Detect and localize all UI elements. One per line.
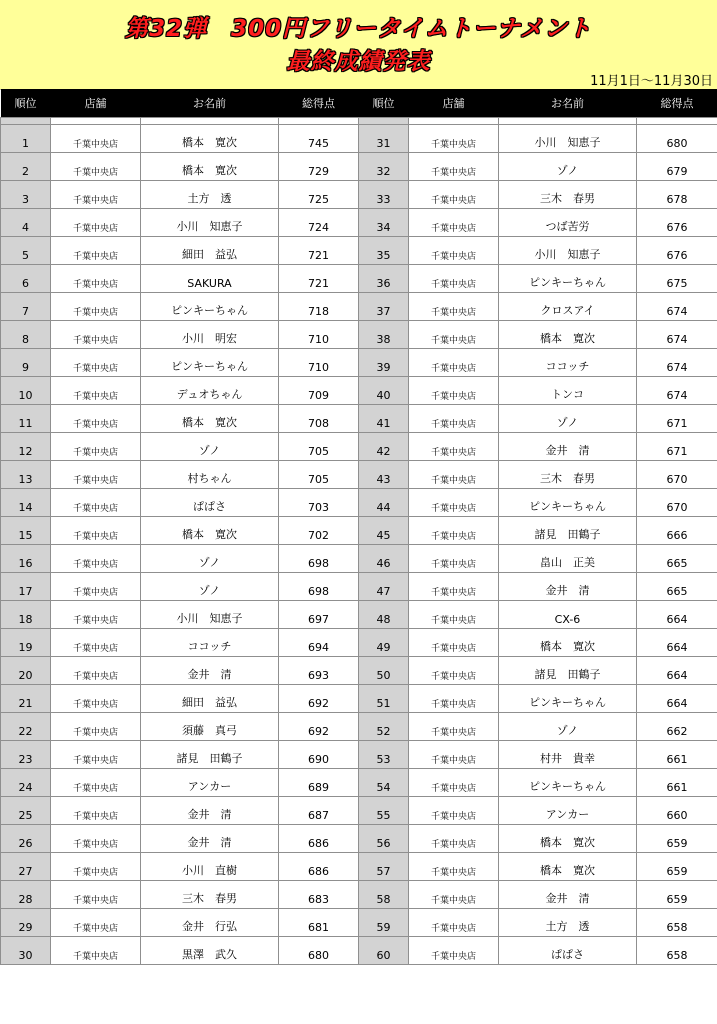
score-cell: 678 xyxy=(637,181,717,209)
store-cell: 千葉中央店 xyxy=(409,601,499,629)
store-cell: 千葉中央店 xyxy=(409,741,499,769)
store-cell: 千葉中央店 xyxy=(51,881,141,909)
rank-cell: 32 xyxy=(359,153,409,181)
player-name-cell: 金井 清 xyxy=(499,573,637,601)
player-name-cell: ピンキーちゃん xyxy=(499,489,637,517)
table-row xyxy=(1,349,717,377)
rank-cell: 34 xyxy=(359,209,409,237)
score-cell: 690 xyxy=(279,741,359,769)
rank-cell: 49 xyxy=(359,629,409,657)
spacer-cell xyxy=(141,118,279,125)
player-name-cell: 細田 益弘 xyxy=(141,237,279,265)
rank-cell: 28 xyxy=(1,881,51,909)
score-cell: 664 xyxy=(637,685,717,713)
table-row xyxy=(1,685,717,713)
score-cell: 725 xyxy=(279,181,359,209)
table-row xyxy=(1,321,717,349)
table-row xyxy=(1,237,717,265)
score-cell: 705 xyxy=(279,461,359,489)
store-cell: 千葉中央店 xyxy=(51,713,141,741)
store-cell: 千葉中央店 xyxy=(409,769,499,797)
store-cell: 千葉中央店 xyxy=(51,797,141,825)
store-cell: 千葉中央店 xyxy=(51,937,141,965)
rank-cell: 24 xyxy=(1,769,51,797)
store-cell: 千葉中央店 xyxy=(409,265,499,293)
player-name-cell: ピンキーちゃん xyxy=(499,685,637,713)
score-cell: 692 xyxy=(279,685,359,713)
score-cell: 686 xyxy=(279,825,359,853)
player-name-cell: 黒澤 武久 xyxy=(141,937,279,965)
score-cell: 674 xyxy=(637,349,717,377)
rank-cell: 25 xyxy=(1,797,51,825)
store-cell: 千葉中央店 xyxy=(409,489,499,517)
score-cell: 745 xyxy=(279,125,359,153)
player-name-cell: 金井 清 xyxy=(499,881,637,909)
column-header-name: お名前 xyxy=(141,89,279,118)
store-cell: 千葉中央店 xyxy=(409,713,499,741)
rank-cell: 39 xyxy=(359,349,409,377)
column-header-score: 総得点 xyxy=(279,89,359,118)
score-cell: 662 xyxy=(637,713,717,741)
score-cell: 666 xyxy=(637,517,717,545)
player-name-cell: 三木 春男 xyxy=(499,181,637,209)
player-name-cell: ゾノ xyxy=(141,545,279,573)
score-cell: 680 xyxy=(279,937,359,965)
table-row xyxy=(1,265,717,293)
table-row xyxy=(1,461,717,489)
score-cell: 676 xyxy=(637,209,717,237)
player-name-cell: 金井 清 xyxy=(141,825,279,853)
player-name-cell: 橋本 寛次 xyxy=(499,825,637,853)
player-name-cell: 細田 益弘 xyxy=(141,685,279,713)
page-title: 第32弾 300円フリータイムトーナメント xyxy=(125,16,592,42)
store-cell: 千葉中央店 xyxy=(51,181,141,209)
store-cell: 千葉中央店 xyxy=(51,489,141,517)
spacer-cell xyxy=(499,118,637,125)
player-name-cell: 小川 明宏 xyxy=(141,321,279,349)
page-subtitle: 最終成績発表 xyxy=(286,49,431,75)
score-cell: 665 xyxy=(637,545,717,573)
rank-cell: 16 xyxy=(1,545,51,573)
table-row xyxy=(1,797,717,825)
rank-cell: 8 xyxy=(1,321,51,349)
spacer-cell xyxy=(409,118,499,125)
player-name-cell: アンカー xyxy=(141,769,279,797)
rank-cell: 51 xyxy=(359,685,409,713)
rank-cell: 50 xyxy=(359,657,409,685)
rank-cell: 18 xyxy=(1,601,51,629)
rank-cell: 59 xyxy=(359,909,409,937)
store-cell: 千葉中央店 xyxy=(51,685,141,713)
score-cell: 698 xyxy=(279,545,359,573)
spacer-cell xyxy=(637,118,717,125)
score-cell: 679 xyxy=(637,153,717,181)
player-name-cell: 橋本 寛次 xyxy=(499,629,637,657)
rank-cell: 52 xyxy=(359,713,409,741)
rank-cell: 6 xyxy=(1,265,51,293)
table-row xyxy=(1,853,717,881)
rank-cell: 10 xyxy=(1,377,51,405)
column-header-store: 店舗 xyxy=(51,89,141,118)
player-name-cell: 金井 清 xyxy=(499,433,637,461)
store-cell: 千葉中央店 xyxy=(409,461,499,489)
score-cell: 705 xyxy=(279,433,359,461)
score-cell: 675 xyxy=(637,265,717,293)
store-cell: 千葉中央店 xyxy=(409,209,499,237)
store-cell: 千葉中央店 xyxy=(51,629,141,657)
rank-cell: 37 xyxy=(359,293,409,321)
score-cell: 686 xyxy=(279,853,359,881)
score-cell: 724 xyxy=(279,209,359,237)
store-cell: 千葉中央店 xyxy=(409,321,499,349)
rank-cell: 42 xyxy=(359,433,409,461)
rank-cell: 55 xyxy=(359,797,409,825)
rank-cell: 53 xyxy=(359,741,409,769)
player-name-cell: つば苦労 xyxy=(499,209,637,237)
rank-cell: 3 xyxy=(1,181,51,209)
score-cell: 664 xyxy=(637,657,717,685)
table-body xyxy=(1,125,717,965)
rank-cell: 15 xyxy=(1,517,51,545)
store-cell: 千葉中央店 xyxy=(51,741,141,769)
score-cell: 658 xyxy=(637,909,717,937)
player-name-cell: 小川 知恵子 xyxy=(141,209,279,237)
table-row xyxy=(1,741,717,769)
rank-cell: 43 xyxy=(359,461,409,489)
spacer-cell xyxy=(279,118,359,125)
store-cell: 千葉中央店 xyxy=(409,125,499,153)
player-name-cell: 諸見 田鶴子 xyxy=(499,657,637,685)
player-name-cell: ココッチ xyxy=(499,349,637,377)
score-cell: 698 xyxy=(279,573,359,601)
player-name-cell: 金井 行弘 xyxy=(141,909,279,937)
table-row xyxy=(1,881,717,909)
player-name-cell: ぱぱさ xyxy=(141,489,279,517)
table-row xyxy=(1,517,717,545)
store-cell: 千葉中央店 xyxy=(51,321,141,349)
score-cell: 721 xyxy=(279,265,359,293)
score-cell: 708 xyxy=(279,405,359,433)
rank-cell: 26 xyxy=(1,825,51,853)
column-header-store: 店舗 xyxy=(409,89,499,118)
player-name-cell: 小川 知恵子 xyxy=(141,601,279,629)
rank-cell: 30 xyxy=(1,937,51,965)
store-cell: 千葉中央店 xyxy=(409,349,499,377)
score-cell: 689 xyxy=(279,769,359,797)
player-name-cell: トンコ xyxy=(499,377,637,405)
player-name-cell: ゾノ xyxy=(499,153,637,181)
page-header xyxy=(0,0,717,90)
store-cell: 千葉中央店 xyxy=(409,797,499,825)
spacer-row xyxy=(1,118,717,125)
score-cell: 687 xyxy=(279,797,359,825)
store-cell: 千葉中央店 xyxy=(51,573,141,601)
rank-cell: 40 xyxy=(359,377,409,405)
rank-cell: 35 xyxy=(359,237,409,265)
table-header-row xyxy=(1,89,717,118)
player-name-cell: ゾノ xyxy=(499,713,637,741)
player-name-cell: ゾノ xyxy=(141,573,279,601)
store-cell: 千葉中央店 xyxy=(51,601,141,629)
store-cell: 千葉中央店 xyxy=(409,293,499,321)
rank-cell: 11 xyxy=(1,405,51,433)
score-cell: 721 xyxy=(279,237,359,265)
player-name-cell: 村井 貴幸 xyxy=(499,741,637,769)
store-cell: 千葉中央店 xyxy=(51,433,141,461)
score-cell: 661 xyxy=(637,741,717,769)
score-cell: 665 xyxy=(637,573,717,601)
player-name-cell: 橋本 寛次 xyxy=(141,405,279,433)
player-name-cell: ゾノ xyxy=(141,433,279,461)
rank-cell: 4 xyxy=(1,209,51,237)
store-cell: 千葉中央店 xyxy=(51,461,141,489)
store-cell: 千葉中央店 xyxy=(409,181,499,209)
rank-cell: 22 xyxy=(1,713,51,741)
column-header-rank: 順位 xyxy=(359,89,409,118)
score-cell: 680 xyxy=(637,125,717,153)
score-cell: 694 xyxy=(279,629,359,657)
store-cell: 千葉中央店 xyxy=(51,293,141,321)
table-row xyxy=(1,433,717,461)
rank-cell: 54 xyxy=(359,769,409,797)
store-cell: 千葉中央店 xyxy=(51,405,141,433)
store-cell: 千葉中央店 xyxy=(409,657,499,685)
player-name-cell: ピンキーちゃん xyxy=(141,349,279,377)
score-cell: 697 xyxy=(279,601,359,629)
spacer-cell xyxy=(359,118,409,125)
rank-cell: 7 xyxy=(1,293,51,321)
rank-cell: 20 xyxy=(1,657,51,685)
rank-cell: 33 xyxy=(359,181,409,209)
store-cell: 千葉中央店 xyxy=(409,377,499,405)
rank-cell: 9 xyxy=(1,349,51,377)
rank-cell: 57 xyxy=(359,853,409,881)
rank-cell: 58 xyxy=(359,881,409,909)
score-cell: 661 xyxy=(637,769,717,797)
player-name-cell: ピンキーちゃん xyxy=(499,769,637,797)
column-header-score: 総得点 xyxy=(637,89,717,118)
player-name-cell: 橋本 寛次 xyxy=(141,517,279,545)
table-row xyxy=(1,825,717,853)
rank-cell: 12 xyxy=(1,433,51,461)
player-name-cell: ピンキーちゃん xyxy=(499,265,637,293)
store-cell: 千葉中央店 xyxy=(409,517,499,545)
score-cell: 709 xyxy=(279,377,359,405)
score-cell: 660 xyxy=(637,797,717,825)
table-row xyxy=(1,909,717,937)
date-range: 11月1日～11月30日 xyxy=(590,74,713,89)
player-name-cell: 橋本 寛次 xyxy=(141,153,279,181)
rank-cell: 44 xyxy=(359,489,409,517)
spacer-cell xyxy=(1,118,51,125)
player-name-cell: 村ちゃん xyxy=(141,461,279,489)
player-name-cell: クロスアイ xyxy=(499,293,637,321)
table-row xyxy=(1,657,717,685)
score-cell: 681 xyxy=(279,909,359,937)
table-row xyxy=(1,405,717,433)
store-cell: 千葉中央店 xyxy=(409,881,499,909)
player-name-cell: 橋本 寛次 xyxy=(499,853,637,881)
store-cell: 千葉中央店 xyxy=(409,909,499,937)
player-name-cell: デュオちゃん xyxy=(141,377,279,405)
score-cell: 659 xyxy=(637,825,717,853)
player-name-cell: 金井 清 xyxy=(141,657,279,685)
store-cell: 千葉中央店 xyxy=(51,517,141,545)
table-row xyxy=(1,181,717,209)
rank-cell: 23 xyxy=(1,741,51,769)
table-row xyxy=(1,937,717,965)
store-cell: 千葉中央店 xyxy=(51,153,141,181)
score-cell: 670 xyxy=(637,489,717,517)
player-name-cell: CX-6 xyxy=(499,601,637,629)
score-cell: 674 xyxy=(637,321,717,349)
rank-cell: 31 xyxy=(359,125,409,153)
store-cell: 千葉中央店 xyxy=(51,125,141,153)
table-row xyxy=(1,769,717,797)
store-cell: 千葉中央店 xyxy=(51,545,141,573)
table-row xyxy=(1,377,717,405)
rank-cell: 1 xyxy=(1,125,51,153)
player-name-cell: 三木 春男 xyxy=(141,881,279,909)
store-cell: 千葉中央店 xyxy=(51,265,141,293)
score-cell: 710 xyxy=(279,321,359,349)
rank-cell: 29 xyxy=(1,909,51,937)
score-cell: 683 xyxy=(279,881,359,909)
rank-cell: 2 xyxy=(1,153,51,181)
store-cell: 千葉中央店 xyxy=(409,685,499,713)
player-name-cell: 小川 知恵子 xyxy=(499,237,637,265)
rank-cell: 19 xyxy=(1,629,51,657)
score-cell: 659 xyxy=(637,853,717,881)
player-name-cell: 三木 春男 xyxy=(499,461,637,489)
score-cell: 670 xyxy=(637,461,717,489)
table-row xyxy=(1,713,717,741)
score-cell: 702 xyxy=(279,517,359,545)
player-name-cell: 畠山 正美 xyxy=(499,545,637,573)
store-cell: 千葉中央店 xyxy=(51,209,141,237)
table-row xyxy=(1,153,717,181)
score-cell: 674 xyxy=(637,377,717,405)
score-cell: 692 xyxy=(279,713,359,741)
store-cell: 千葉中央店 xyxy=(409,937,499,965)
score-cell: 676 xyxy=(637,237,717,265)
score-cell: 671 xyxy=(637,433,717,461)
store-cell: 千葉中央店 xyxy=(409,153,499,181)
player-name-cell: 須藤 真弓 xyxy=(141,713,279,741)
player-name-cell: 諸見 田鶴子 xyxy=(499,517,637,545)
rank-cell: 36 xyxy=(359,265,409,293)
rank-cell: 48 xyxy=(359,601,409,629)
column-header-name: お名前 xyxy=(499,89,637,118)
player-name-cell: 土方 透 xyxy=(499,909,637,937)
store-cell: 千葉中央店 xyxy=(51,377,141,405)
player-name-cell: 諸見 田鶴子 xyxy=(141,741,279,769)
store-cell: 千葉中央店 xyxy=(409,545,499,573)
rank-cell: 47 xyxy=(359,573,409,601)
rank-cell: 41 xyxy=(359,405,409,433)
table-row xyxy=(1,601,717,629)
score-cell: 659 xyxy=(637,881,717,909)
spacer-cell xyxy=(51,118,141,125)
store-cell: 千葉中央店 xyxy=(51,237,141,265)
score-cell: 703 xyxy=(279,489,359,517)
rank-cell: 56 xyxy=(359,825,409,853)
rank-cell: 38 xyxy=(359,321,409,349)
rank-cell: 17 xyxy=(1,573,51,601)
table-row xyxy=(1,125,717,153)
store-cell: 千葉中央店 xyxy=(409,573,499,601)
store-cell: 千葉中央店 xyxy=(409,237,499,265)
score-cell: 729 xyxy=(279,153,359,181)
table-row xyxy=(1,209,717,237)
store-cell: 千葉中央店 xyxy=(409,405,499,433)
rank-cell: 13 xyxy=(1,461,51,489)
score-cell: 693 xyxy=(279,657,359,685)
rank-cell: 46 xyxy=(359,545,409,573)
player-name-cell: ココッチ xyxy=(141,629,279,657)
ranking-table xyxy=(0,89,717,965)
player-name-cell: 小川 知恵子 xyxy=(499,125,637,153)
store-cell: 千葉中央店 xyxy=(409,629,499,657)
store-cell: 千葉中央店 xyxy=(51,349,141,377)
player-name-cell: ぱぱさ xyxy=(499,937,637,965)
score-cell: 658 xyxy=(637,937,717,965)
score-cell: 664 xyxy=(637,601,717,629)
rank-cell: 27 xyxy=(1,853,51,881)
player-name-cell: ピンキーちゃん xyxy=(141,293,279,321)
player-name-cell: アンカー xyxy=(499,797,637,825)
score-cell: 718 xyxy=(279,293,359,321)
player-name-cell: 橋本 寛次 xyxy=(499,321,637,349)
player-name-cell: 小川 直樹 xyxy=(141,853,279,881)
score-cell: 710 xyxy=(279,349,359,377)
player-name-cell: ゾノ xyxy=(499,405,637,433)
rank-cell: 60 xyxy=(359,937,409,965)
player-name-cell: SAKURA xyxy=(141,265,279,293)
table-row xyxy=(1,545,717,573)
store-cell: 千葉中央店 xyxy=(51,909,141,937)
table-row xyxy=(1,293,717,321)
player-name-cell: 橋本 寛次 xyxy=(141,125,279,153)
store-cell: 千葉中央店 xyxy=(409,853,499,881)
store-cell: 千葉中央店 xyxy=(51,825,141,853)
table-row xyxy=(1,489,717,517)
rank-cell: 21 xyxy=(1,685,51,713)
player-name-cell: 金井 清 xyxy=(141,797,279,825)
store-cell: 千葉中央店 xyxy=(409,825,499,853)
rank-cell: 5 xyxy=(1,237,51,265)
store-cell: 千葉中央店 xyxy=(409,433,499,461)
rank-cell: 45 xyxy=(359,517,409,545)
table-row xyxy=(1,629,717,657)
store-cell: 千葉中央店 xyxy=(51,769,141,797)
score-cell: 671 xyxy=(637,405,717,433)
column-header-rank: 順位 xyxy=(1,89,51,118)
table-row xyxy=(1,573,717,601)
rank-cell: 14 xyxy=(1,489,51,517)
score-cell: 664 xyxy=(637,629,717,657)
player-name-cell: 土方 透 xyxy=(141,181,279,209)
store-cell: 千葉中央店 xyxy=(51,853,141,881)
store-cell: 千葉中央店 xyxy=(51,657,141,685)
score-cell: 674 xyxy=(637,293,717,321)
